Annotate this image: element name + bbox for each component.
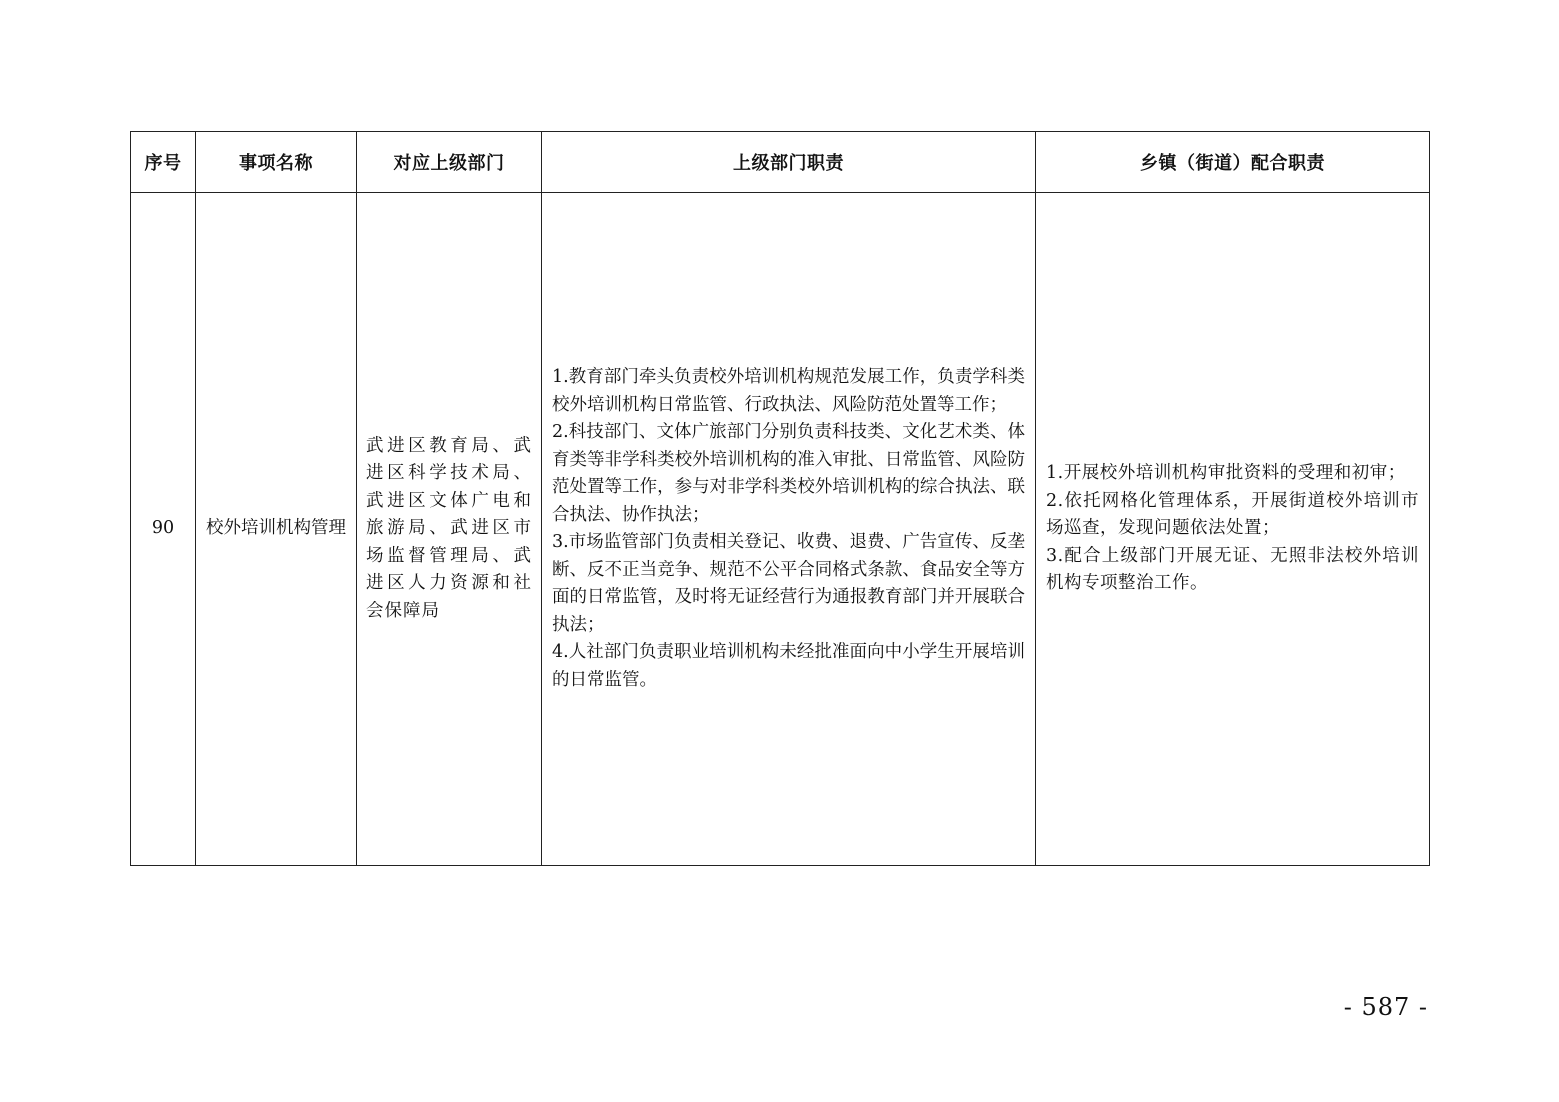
- header-town-duties: 乡镇（街道）配合职责: [1036, 132, 1430, 193]
- header-superior-department: 对应上级部门: [357, 132, 542, 193]
- header-superior-duties: 上级部门职责: [542, 132, 1036, 193]
- duty-table: [130, 131, 1430, 866]
- header-serial-number: 序号: [131, 132, 196, 193]
- town-duty-item: 3.配合上级部门开展无证、无照非法校外培训机构专项整治工作。: [1046, 545, 1419, 594]
- cell-serial-number: 90: [131, 193, 196, 866]
- table-row: [131, 193, 1430, 866]
- cell-superior-department: 武进区教育局、武进区科学技术局、武进区文体广电和旅游局、武进区市场监督管理局、武进区人力资源和社会保障局: [357, 193, 542, 866]
- superior-duty-item: 1.教育部门牵头负责校外培训机构规范发展工作，负责学科类校外培训机构日常监管、行政执法、风险防范处置等工作；: [552, 367, 1025, 415]
- cell-superior-duties: [542, 193, 1036, 866]
- superior-duty-item: 4.人社部门负责职业培训机构未经批准面向中小学生开展培训的日常监管。: [552, 642, 1025, 690]
- header-item-name: 事项名称: [196, 132, 357, 193]
- table-header-row: [131, 132, 1430, 193]
- town-duty-item: 1.开展校外培训机构审批资料的受理和初审；: [1046, 463, 1406, 484]
- superior-duty-item: 2.科技部门、文体广旅部门分别负责科技类、文化艺术类、体育类等非学科类校外培训机构的准入审批、日常监管、风险防范处置等工作，参与对非学科类校外培训机构的综合执法、联合执法、协作执法；: [552, 422, 1025, 525]
- page-number: - 587 -: [1343, 993, 1428, 1021]
- cell-item-name: 校外培训机构管理: [196, 193, 357, 866]
- superior-duty-item: 3.市场监管部门负责相关登记、收费、退费、广告宣传、反垄断、反不正当竞争、规范不公平合同格式条款、食品安全等方面的日常监管，及时将无证经营行为通报教育部门并开展联合执法；: [552, 532, 1025, 635]
- town-duty-item: 2.依托网格化管理体系，开展街道校外培训市场巡查，发现问题依法处置；: [1046, 490, 1419, 539]
- cell-town-duties: [1036, 193, 1430, 866]
